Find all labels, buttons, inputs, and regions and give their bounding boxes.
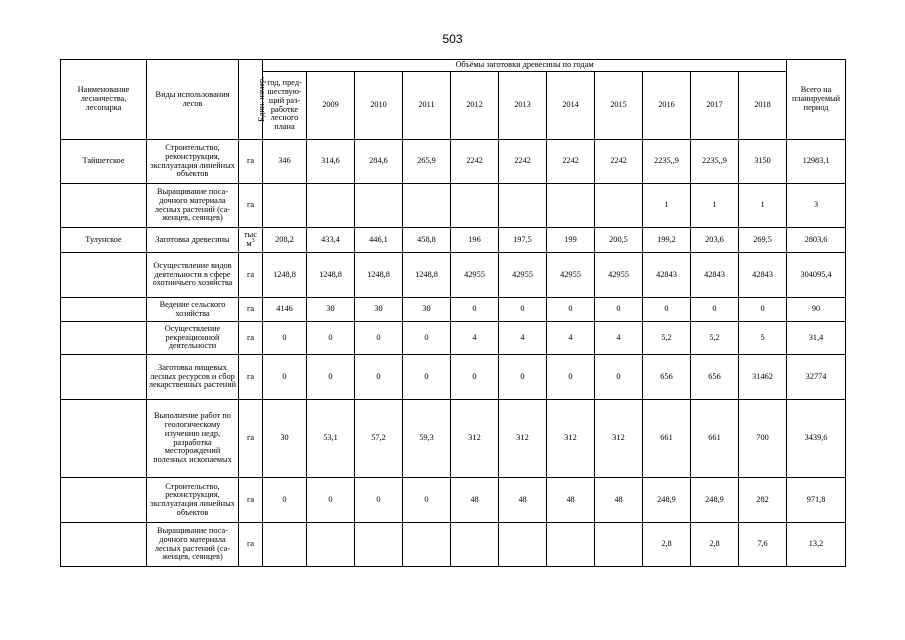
value-cell: 199 xyxy=(547,228,595,253)
value-cell: 312 xyxy=(499,400,547,478)
value-cell: 48 xyxy=(595,478,643,523)
table-row xyxy=(61,400,846,478)
value-cell: 700 xyxy=(739,400,787,478)
value-cell: 312 xyxy=(451,400,499,478)
value-cell: 7,6 xyxy=(739,523,787,567)
total-cell: 90 xyxy=(787,298,846,322)
value-cell: 30 xyxy=(403,298,451,322)
unit-cell: га xyxy=(239,478,263,523)
page-number: 503 xyxy=(442,32,463,46)
use-cell: Заготовка пищевых лесных ресурсов и сбор лекарственных растений xyxy=(147,355,239,400)
value-cell: 0 xyxy=(403,478,451,523)
value-cell: 0 xyxy=(355,355,403,400)
value-cell: 42955 xyxy=(451,253,499,298)
value-cell: 661 xyxy=(643,400,691,478)
value-cell: 312 xyxy=(595,400,643,478)
value-cell: 0 xyxy=(547,298,595,322)
value-cell: 203,6 xyxy=(691,228,739,253)
value-cell: 57,2 xyxy=(355,400,403,478)
value-cell: 446,1 xyxy=(355,228,403,253)
forestry-cell xyxy=(61,478,147,523)
value-cell: 0 xyxy=(451,355,499,400)
value-cell: 0 xyxy=(451,298,499,322)
value-cell: 5,2 xyxy=(643,322,691,355)
value-cell xyxy=(451,523,499,567)
value-cell: 48 xyxy=(499,478,547,523)
value-cell: 346 xyxy=(263,140,307,184)
total-cell: 971,8 xyxy=(787,478,846,523)
total-cell: 2803,6 xyxy=(787,228,846,253)
value-cell: 0 xyxy=(307,322,355,355)
use-cell: Строительство, реконструкция, эксплуатация линейных объектов xyxy=(147,140,239,184)
table-row xyxy=(61,228,846,253)
use-cell: Осуществление рекреационной деятельности xyxy=(147,322,239,355)
value-cell: 2,8 xyxy=(643,523,691,567)
table-row xyxy=(61,253,846,298)
value-cell: 42843 xyxy=(643,253,691,298)
forestry-cell xyxy=(61,523,147,567)
value-cell: 1248,8 xyxy=(403,253,451,298)
value-cell: 30 xyxy=(307,298,355,322)
value-cell: 200,5 xyxy=(595,228,643,253)
value-cell: 31462 xyxy=(739,355,787,400)
use-cell: Выращивание поса-дочного материала лесных растений (са-женцев, сеянцев) xyxy=(147,184,239,228)
value-cell: 30 xyxy=(355,298,403,322)
value-cell: 196 xyxy=(451,228,499,253)
unit-cell: га xyxy=(239,523,263,567)
total-cell: 3 xyxy=(787,184,846,228)
value-cell: 0 xyxy=(547,355,595,400)
value-cell: 0 xyxy=(263,322,307,355)
value-cell: 48 xyxy=(451,478,499,523)
use-cell: Ведение сельского хозяйства xyxy=(147,298,239,322)
header-year: 2013 xyxy=(499,72,547,140)
header-year: 2015 xyxy=(595,72,643,140)
value-cell: 0 xyxy=(307,478,355,523)
total-cell: 304095,4 xyxy=(787,253,846,298)
value-cell: 42955 xyxy=(547,253,595,298)
value-cell: 282 xyxy=(739,478,787,523)
value-cell: 4146 xyxy=(263,298,307,322)
value-cell xyxy=(547,184,595,228)
value-cell: 265,9 xyxy=(403,140,451,184)
value-cell: 284,6 xyxy=(355,140,403,184)
unit-cell: га xyxy=(239,298,263,322)
forestry-cell xyxy=(61,253,147,298)
value-cell: 0 xyxy=(595,355,643,400)
header-group: Объёмы заготовки древесины по годам xyxy=(263,60,787,72)
forestry-cell xyxy=(61,298,147,322)
unit-cell: га xyxy=(239,253,263,298)
value-cell: 314,6 xyxy=(307,140,355,184)
value-cell xyxy=(355,523,403,567)
header-total: Всего на планируемый период xyxy=(787,60,846,140)
value-cell: 2242 xyxy=(499,140,547,184)
total-cell: 12983,1 xyxy=(787,140,846,184)
table-row xyxy=(61,322,846,355)
value-cell: 1248,8 xyxy=(263,253,307,298)
value-cell: 1248,8 xyxy=(355,253,403,298)
value-cell: 312 xyxy=(547,400,595,478)
value-cell: 59,3 xyxy=(403,400,451,478)
value-cell: 656 xyxy=(643,355,691,400)
unit-cell: га xyxy=(239,400,263,478)
value-cell: 2235,,9 xyxy=(691,140,739,184)
value-cell xyxy=(307,184,355,228)
table-row xyxy=(61,298,846,322)
value-cell: 248,9 xyxy=(691,478,739,523)
value-cell: 433,4 xyxy=(307,228,355,253)
value-cell: 0 xyxy=(307,355,355,400)
header-year: 2011 xyxy=(403,72,451,140)
value-cell: 48 xyxy=(547,478,595,523)
table-row xyxy=(61,184,846,228)
value-cell xyxy=(547,523,595,567)
value-cell: 5,2 xyxy=(691,322,739,355)
header-year: 2014 xyxy=(547,72,595,140)
value-cell xyxy=(263,184,307,228)
value-cell: 0 xyxy=(403,322,451,355)
table-row xyxy=(61,355,846,400)
total-cell: 32774 xyxy=(787,355,846,400)
header-unit-text: Един. измер. xyxy=(257,76,267,123)
value-cell: 0 xyxy=(499,355,547,400)
header-year: 2016 xyxy=(643,72,691,140)
use-cell: Выращивание поса-дочного материала лесных растений (са-женцев, сеянцев) xyxy=(147,523,239,567)
value-cell: 0 xyxy=(499,298,547,322)
value-cell: 0 xyxy=(355,478,403,523)
header-forestry: Наименование лесничества, лесопарка xyxy=(61,60,147,140)
value-cell: 0 xyxy=(595,298,643,322)
header-year: 2009 xyxy=(307,72,355,140)
value-cell: 42843 xyxy=(739,253,787,298)
value-cell: 4 xyxy=(595,322,643,355)
header-year: 2017 xyxy=(691,72,739,140)
value-cell: 5 xyxy=(739,322,787,355)
header-year: 2010 xyxy=(355,72,403,140)
value-cell: 4 xyxy=(499,322,547,355)
value-cell: 4 xyxy=(547,322,595,355)
use-cell: Выполнение работ по геологическому изучению недр, разработка месторождений полезных ископаемых xyxy=(147,400,239,478)
header-unit xyxy=(239,60,267,140)
forestry-cell xyxy=(61,355,147,400)
header-year: 2012 xyxy=(451,72,499,140)
value-cell: 197,5 xyxy=(499,228,547,253)
harvest-volume-table xyxy=(60,59,846,567)
table-row xyxy=(61,523,846,567)
value-cell: 42955 xyxy=(595,253,643,298)
value-cell xyxy=(499,523,547,567)
value-cell: 0 xyxy=(263,478,307,523)
value-cell xyxy=(403,523,451,567)
unit-cell: га xyxy=(239,322,263,355)
value-cell: 1 xyxy=(739,184,787,228)
value-cell: 208,2 xyxy=(263,228,307,253)
use-cell: Осуществление видов деятельности в сфере охотничьего хозяйства xyxy=(147,253,239,298)
value-cell: 2235,,9 xyxy=(643,140,691,184)
value-cell: 2,8 xyxy=(691,523,739,567)
value-cell: 53,1 xyxy=(307,400,355,478)
value-cell xyxy=(403,184,451,228)
value-cell: 42955 xyxy=(499,253,547,298)
value-cell: 248,9 xyxy=(643,478,691,523)
unit-superscript: 3 xyxy=(251,238,255,245)
value-cell xyxy=(307,523,355,567)
forestry-cell xyxy=(61,322,147,355)
value-cell: 0 xyxy=(355,322,403,355)
value-cell xyxy=(263,523,307,567)
value-cell: 2242 xyxy=(595,140,643,184)
value-cell: 0 xyxy=(263,355,307,400)
unit-text: тыс м xyxy=(244,230,257,248)
value-cell: 0 xyxy=(739,298,787,322)
total-cell: 3439,6 xyxy=(787,400,846,478)
header-year: 2018 xyxy=(739,72,787,140)
value-cell: 269,5 xyxy=(739,228,787,253)
unit-cell: га xyxy=(239,355,263,400)
value-cell: 1 xyxy=(691,184,739,228)
value-cell: 0 xyxy=(691,298,739,322)
value-cell xyxy=(355,184,403,228)
total-cell: 31,4 xyxy=(787,322,846,355)
value-cell: 661 xyxy=(691,400,739,478)
use-cell: Строительство, реконструкция, эксплуатация линейных объектов xyxy=(147,478,239,523)
value-cell xyxy=(595,184,643,228)
forestry-cell: Тулунское xyxy=(61,228,147,253)
use-cell: Заготовка древесины xyxy=(147,228,239,253)
forestry-cell xyxy=(61,400,147,478)
table-row xyxy=(61,140,846,184)
value-cell: 3150 xyxy=(739,140,787,184)
value-cell: 0 xyxy=(403,355,451,400)
unit-cell: га xyxy=(239,140,263,184)
value-cell: 1 xyxy=(643,184,691,228)
unit-cell: га xyxy=(239,184,263,228)
header-pre-year: год, пред-шествую-щий раз-работке лесного плана xyxy=(263,72,307,140)
header-use: Виды использования лесов xyxy=(147,60,239,140)
value-cell: 1248,8 xyxy=(307,253,355,298)
unit-cell xyxy=(239,228,263,253)
value-cell: 2242 xyxy=(547,140,595,184)
value-cell: 199,2 xyxy=(643,228,691,253)
value-cell xyxy=(595,523,643,567)
value-cell: 42843 xyxy=(691,253,739,298)
value-cell: 30 xyxy=(263,400,307,478)
value-cell: 0 xyxy=(643,298,691,322)
table-row xyxy=(61,478,846,523)
value-cell: 2242 xyxy=(451,140,499,184)
forestry-cell: Тайшетское xyxy=(61,140,147,184)
forestry-cell xyxy=(61,184,147,228)
value-cell xyxy=(451,184,499,228)
value-cell: 656 xyxy=(691,355,739,400)
total-cell: 13,2 xyxy=(787,523,846,567)
value-cell: 458,8 xyxy=(403,228,451,253)
value-cell: 4 xyxy=(451,322,499,355)
value-cell xyxy=(499,184,547,228)
